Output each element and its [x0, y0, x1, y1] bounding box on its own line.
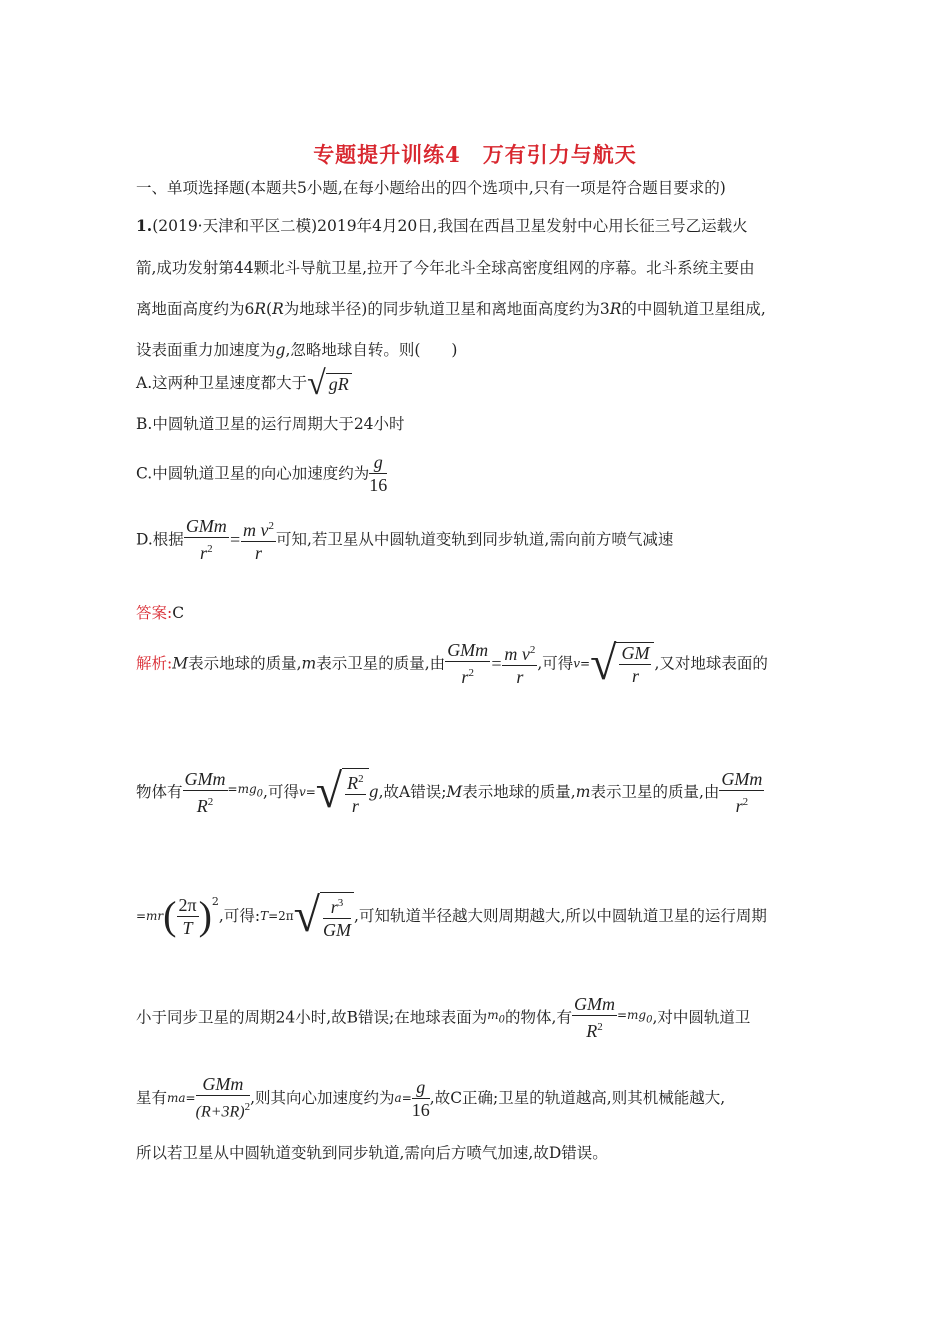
- option-c: C.中圆轨道卫星的向心加速度约为 $\frac{g}{16}$: [136, 452, 388, 495]
- question-line-3: 离地面高度约为6R(R为地球半径)的同步轨道卫星和离地面高度约为3R的中圆轨道卫星组成,: [136, 300, 766, 318]
- section-heading: 一、单项选择题(本题共5小题,在每小题给出的四个选项中,只有一项是符合题目要求的): [136, 179, 726, 197]
- question-line-1: 1.(2019·天津和平区二模)2019年4月20日,我国在西昌卫星发射中心用长征三号乙运载火: [136, 216, 748, 235]
- option-a: A.这两种卫星速度都大于√ gR: [136, 372, 352, 406]
- fraction-mv2-r: $\frac{m v^2}{r}$: [241, 516, 276, 563]
- analysis-line-4: 小于同步卫星的周期24小时,故B错误;在地球表面为$m_0$的物体,有 $\frac{\text{GMm}}{R^2}$ $=mg_0$,对中圆轨道卫: [136, 994, 751, 1041]
- question-line-2: 箭,成功发射第44颗北斗导航卫星,拉开了今年北斗全球高密度组网的序幕。北斗系统主要由: [136, 259, 755, 277]
- answer-label: 答案:: [136, 604, 173, 622]
- question-number: 1.: [136, 216, 153, 235]
- analysis-line-3: =mr( $\frac{2\pi}{T}$ )$^2$,可得:T=2π√ $\frac{r^3}{GM}$ ,可知轨道半径越大则周期越大,所以中圆轨道卫星的运行周期: [136, 889, 767, 942]
- fraction-gmm-r2: $\frac{\text{GMm}}{r^2}$: [185, 516, 227, 563]
- sqrt-expression: √ gR: [307, 372, 352, 394]
- analysis-line-2: 物体有 $\frac{\text{GMm}}{R^2}$ $=mg_0$,可得v=√ $\frac{R^2}{r}$ g,故A错误;M表示地球的质量,m表示卫星的质量,由 $\frac{\text{GMm}}{r^2}$: [136, 765, 763, 818]
- answer-line: [136, 603, 184, 623]
- analysis-line-1: 解析:M表示地球的质量,m表示卫星的质量,由 $\frac{\text{GMm}}{r^2}$ = $\frac{m v^2}{r}$ ,可得v=√ $\frac{GM}{r}$ ,又对地球表面的: [136, 636, 768, 690]
- fraction-g-16: $\frac{g}{16}$: [369, 452, 388, 495]
- analysis-line-5: 星有ma= $\frac{\text{GMm}}{(R+3R)^2}$ ,则其向心加速度约为a= $\frac{g}{16}$ ,故C正确;卫星的轨道越高,则其机械能越大,: [136, 1074, 726, 1121]
- option-d: D.根据 $\frac{\text{GMm}}{r^2}$ = $\frac{m v^2}{r}$ 可知,若卫星从中圆轨道变轨到同步轨道,需向前方喷气减速: [136, 516, 674, 563]
- analysis-label: 解析:: [136, 654, 173, 673]
- analysis-line-6: 所以若卫星从中圆轨道变轨到同步轨道,需向后方喷气加速,故D错误。: [136, 1144, 608, 1162]
- option-b: B.中圆轨道卫星的运行周期大于24小时: [136, 415, 405, 433]
- page-title: 专题提升训练4 万有引力与航天: [313, 142, 637, 167]
- question-line-4: 设表面重力加速度为g,忽略地球自转。则( ): [136, 341, 458, 359]
- answer-value: C: [172, 604, 185, 622]
